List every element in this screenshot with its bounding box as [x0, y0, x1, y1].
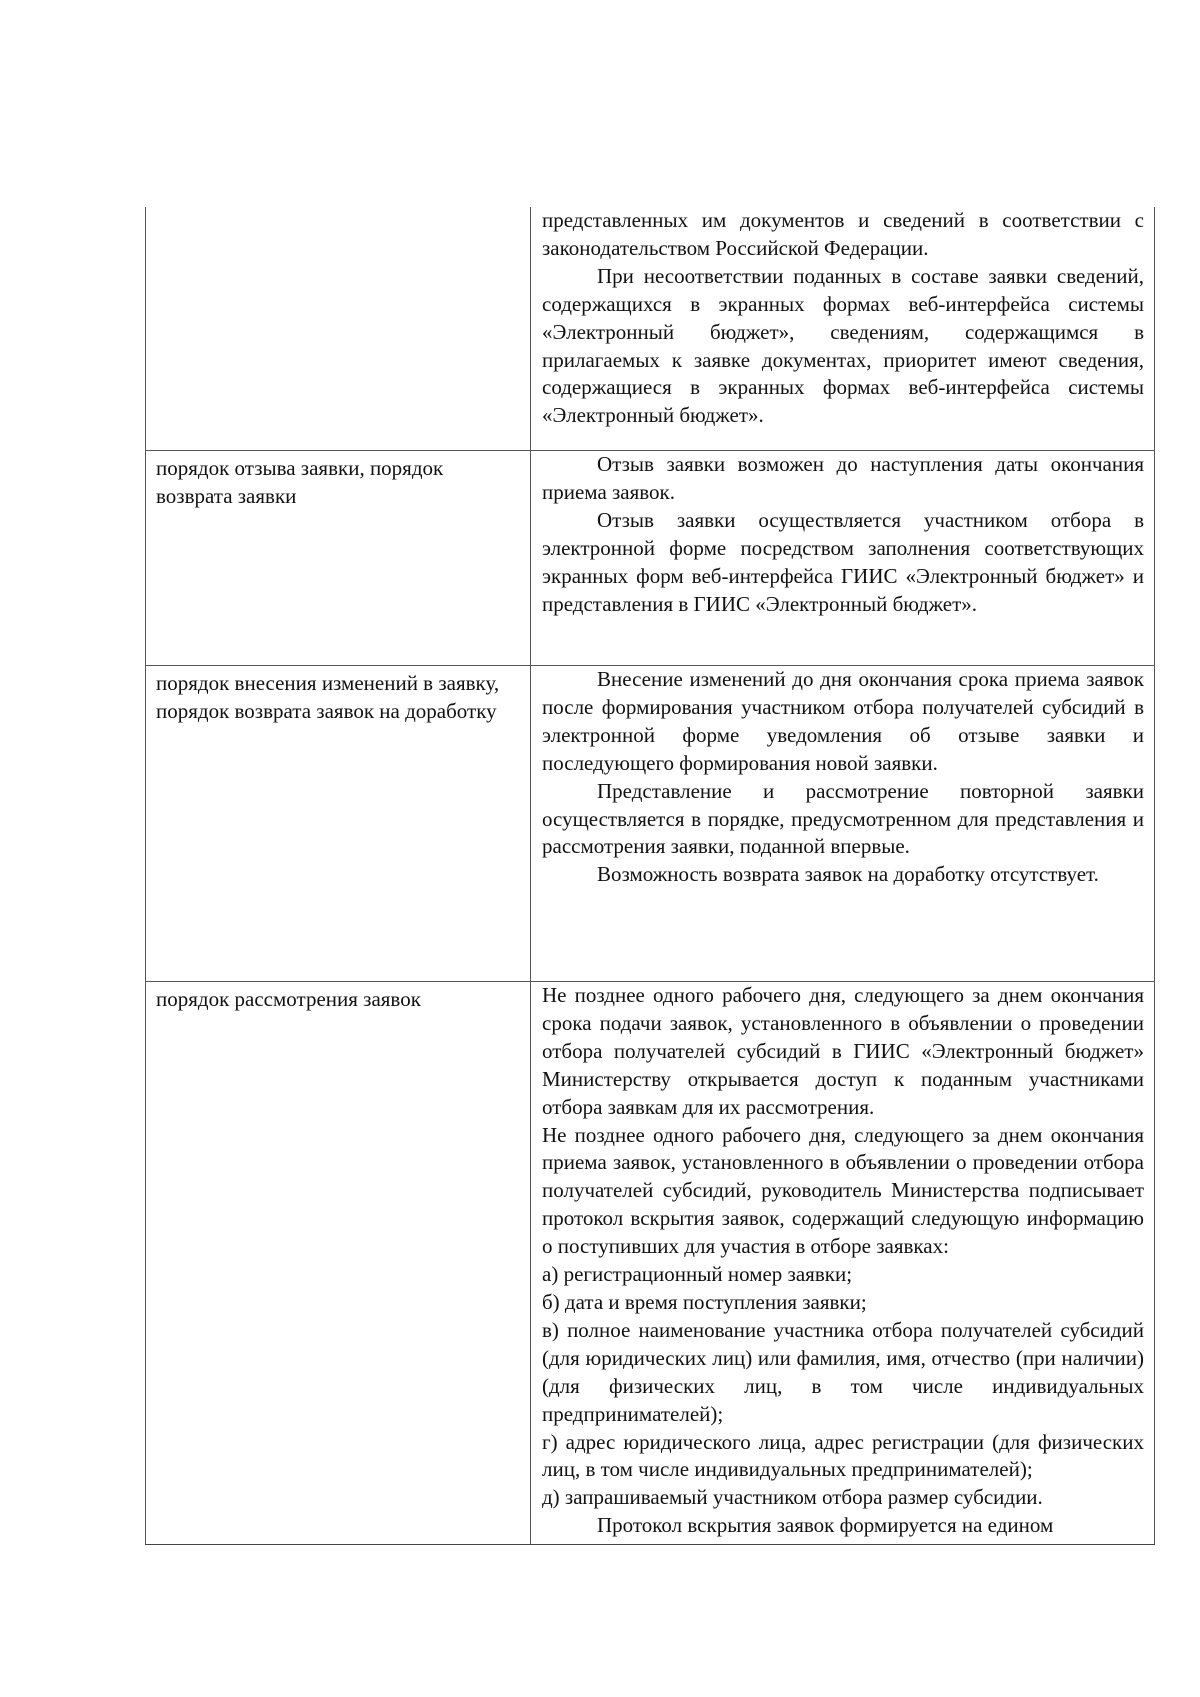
content-paragraph: Отзыв заявки осуществляется участником отбора в электронной форме посредством заполнения соответствующих экранных форм веб-интерфейса ГИИС «Электронный бюджет» и представления в ГИИС «Электронный бюджет».: [542, 507, 1144, 616]
content-paragraph: Отзыв заявки возможен до наступления даты окончания приема заявок.: [542, 452, 1144, 504]
row-content: [531, 666, 1155, 982]
list-item: б) дата и время поступления заявки;: [542, 1289, 867, 1314]
list-item: в) полное наименование участника отбора получателей субсидий (для юридических лиц) или фамилия, имя, отчество (при наличии) (для физических лиц, в том числе индивидуальных предпринимателей);: [542, 1317, 1144, 1426]
requirements-table: [145, 207, 1155, 1545]
row-content: [531, 451, 1155, 666]
list-item: г) адрес юридического лица, адрес регистрации (для физических лиц, в том числе индивидуальных предпринимателей);: [542, 1429, 1144, 1482]
row-label: порядок рассмотрения заявок: [146, 982, 531, 1545]
row-label: [146, 207, 531, 451]
row-label: порядок внесения изменений в заявку, порядок возврата заявок на доработку: [146, 666, 531, 982]
content-paragraph: Внесение изменений до дня окончания срока приема заявок после формирования участником отбора получателей субсидий в электронной форме уведомления об отзыве заявки и последующего формирования новой заявки.: [542, 667, 1144, 775]
row-content: [531, 207, 1155, 451]
row-label: порядок отзыва заявки, порядок возврата заявки: [146, 451, 531, 666]
table-row: [146, 451, 1155, 666]
table-row: [146, 982, 1155, 1545]
content-paragraph: Не позднее одного рабочего дня, следующего за днем окончания приема заявок, установленного в объявлении о проведении отбора получателей субсидий, руководитель Министерства подписывает протокол вскрытия заявок, содержащий следующую информацию о поступивших для участия в отборе заявках:: [542, 1122, 1144, 1259]
table-row: [146, 666, 1155, 982]
list-item: а) регистрационный номер заявки;: [542, 1262, 853, 1287]
content-paragraph: Протокол вскрытия заявок формируется на едином: [597, 1513, 1054, 1538]
table-row: [146, 207, 1155, 451]
list-item: д) запрашиваемый участником отбора размер субсидии.: [542, 1485, 1043, 1510]
content-paragraph: Не позднее одного рабочего дня, следующего за днем окончания срока подачи заявок, установленного в объявлении о проведении отбора получателей субсидий в ГИИС «Электронный бюджет» Министерству открывается доступ к поданным участниками отбора заявкам для их рассмотрения.: [542, 983, 1144, 1119]
content-paragraph: Возможность возврата заявок на доработку отсутствует.: [597, 862, 1099, 887]
content-paragraph: Представление и рассмотрение повторной заявки осуществляется в порядке, предусмотренном для представления и рассмотрения заявки, поданной впервые.: [542, 778, 1144, 859]
content-paragraph: представленных им документов и сведений в соответствии с законодательством Российской Федерации.: [542, 208, 1144, 260]
row-content: [531, 982, 1155, 1545]
content-paragraph: При несоответствии поданных в составе заявки сведений, содержащихся в экранных формах веб-интерфейса системы «Электронный бюджет», сведениям, содержащимся в прилагаемых к заявке документах, приоритет имеют сведения, содержащиеся в экранных формах веб-интерфейса системы «Электронный бюджет».: [542, 263, 1144, 428]
